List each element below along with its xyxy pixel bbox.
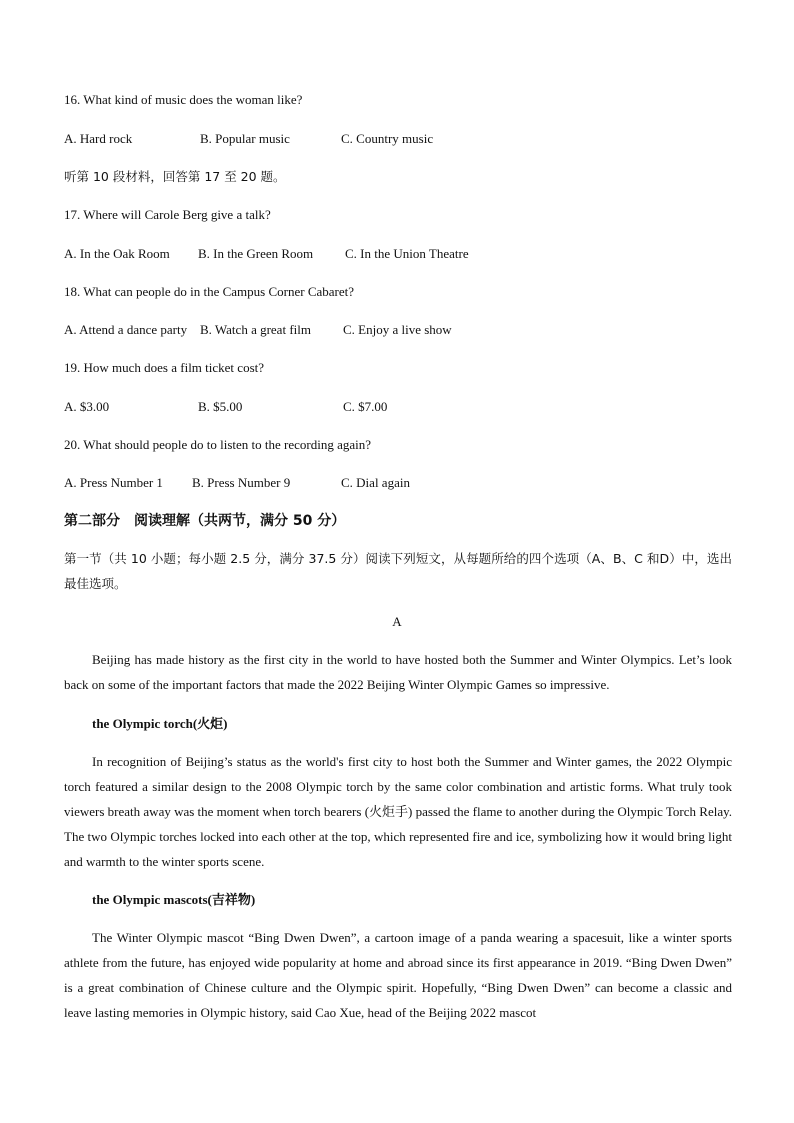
question-17-option-c: C. In the Union Theatre [345, 246, 469, 261]
intro-paragraph: Beijing has made history as the first city in the world to have hosted both the Summer and Winter Olympics. Let’s look back on some of the important factors that made the 2022 Beijing Winter Olympic Games so impressive. [64, 652, 732, 692]
question-16-option-c: C. Country music [341, 131, 434, 146]
question-16-stem: 16. What kind of music does the woman like? [64, 92, 303, 107]
question-17-option-a: A. In the Oak Room [64, 246, 170, 261]
question-20-option-a: A. Press Number 1 [64, 475, 163, 490]
question-16-option-b: B. Popular music [200, 131, 290, 146]
question-19-option-a: A. $3.00 [64, 399, 110, 414]
question-18-stem: 18. What can people do in the Campus Corner Cabaret? [64, 284, 355, 299]
subheading-torch: the Olympic torch(火炬) [92, 716, 228, 731]
section1-instruction: 第一节（共 10 小题；每小题 2.5 分，满分 37.5 分）阅读下列短文，从每题所给的四个选项（A、B、C 和D）中，选出最佳选项。 [64, 551, 732, 591]
question-19-option-c: C. $7.00 [343, 399, 388, 414]
part2-title: 第二部分 阅读理解（共两节，满分 50 分） [64, 513, 346, 529]
question-20-option-b: B. Press Number 9 [192, 475, 291, 490]
question-20-stem: 20. What should people do to listen to the recording again? [64, 437, 371, 452]
question-16-option-a: A. Hard rock [64, 131, 133, 146]
question-20-option-c: C. Dial again [341, 475, 410, 490]
question-18-option-c: C. Enjoy a live show [343, 322, 452, 337]
question-19-stem: 19. How much does a film ticket cost? [64, 360, 265, 375]
subheading-mascots: the Olympic mascots(吉祥物) [92, 892, 256, 907]
question-18-option-a: A. Attend a dance party [64, 322, 188, 337]
torch-paragraph: In recognition of Beijing’s status as the world's first city to host both the Summer and Winter games, the 2022 Olympic torch featured a similar design to the 2008 Olympic torch by the same color combination and artistic forms. What truly took viewers breath away was the moment when torch bearers (火炬手) passed the flame to another during the Olympic Torch Relay. The two Olympic torches locked into each other at the top, which represented fire and ice, symbolizing how it would bring light and warmth to the winter sports scene. [64, 754, 733, 869]
mascot-paragraph: The Winter Olympic mascot “Bing Dwen Dwen”, a cartoon image of a panda wearing a spacesuit, like a winter sports athlete from the future, has enjoyed wide popularity at home and abroad since its first appearance in 2019. “Bing Dwen Dwen” is a great combination of Chinese culture and the Olympic spirit. Hopefully, “Bing Dwen Dwen” can become a classic and leave lasting memories in Olympic history, said Cao Xue, head of the Beijing 2022 mascot [64, 930, 732, 1020]
question-18-option-b: B. Watch a great film [200, 322, 311, 337]
question-17-option-b: B. In the Green Room [198, 246, 314, 261]
question-17-stem: 17. Where will Carole Berg give a talk? [64, 207, 271, 222]
question-19-option-b: B. $5.00 [198, 399, 243, 414]
listening-instruction: 听第 10 段材料，回答第 17 至 20 题。 [64, 169, 286, 184]
passage-letter: A [392, 614, 402, 629]
